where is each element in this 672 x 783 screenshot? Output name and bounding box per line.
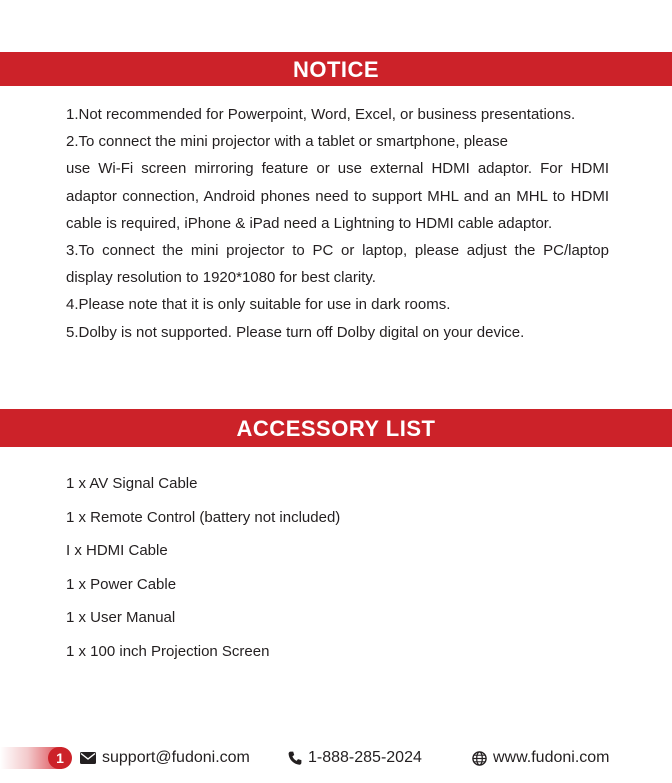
website-text: www.fudoni.com — [493, 749, 610, 766]
page-number-badge: 1 — [48, 747, 72, 769]
footer-website[interactable] — [472, 746, 610, 770]
globe-icon — [472, 751, 487, 766]
notice-item-2: 2.To connect the mini projector with a tablet or smartphone, please — [66, 133, 508, 151]
notice-item-2-continued: use Wi-Fi screen mirroring feature or use external HDMI adaptor. For HDMI adaptor connection, Android phones need to support MHL and an MHL to HDMI cable is required, iPhone & iPad need a Lightning to HDMI cable adaptor. — [66, 160, 609, 232]
phone-icon — [288, 751, 302, 766]
notice-list — [66, 101, 609, 346]
phone-text: 1-888-285-2024 — [308, 749, 422, 766]
accessory-item: 1 x Power Cable — [66, 575, 177, 593]
page-footer — [0, 743, 672, 771]
accessory-item: 1 x 100 inch Projection Screen — [66, 642, 270, 660]
envelope-icon — [80, 752, 96, 764]
accessory-item: I x HDMI Cable — [66, 542, 168, 560]
footer-email[interactable] — [80, 746, 250, 770]
email-text: support@fudoni.com — [102, 749, 250, 766]
notice-item-3: 3.To connect the mini projector to PC or laptop, please adjust the PC/laptop display resolution to 1920*1080 for best clarity. — [66, 242, 609, 287]
notice-item-4: 4.Please note that it is only suitable for use in dark rooms. — [66, 296, 451, 314]
notice-item-1: 1.Not recommended for Powerpoint, Word, Excel, or business presentations. — [66, 106, 576, 123]
notice-item-5: 5.Dolby is not supported. Please turn off Dolby digital on your device. — [66, 323, 525, 341]
accessory-item: 1 x AV Signal Cable — [66, 475, 198, 492]
notice-heading: NOTICE — [292, 57, 380, 82]
accessory-item: 1 x User Manual — [66, 609, 176, 627]
accessory-list — [66, 471, 340, 673]
notice-heading-banner — [0, 52, 672, 86]
accessory-heading-banner — [0, 409, 672, 447]
footer-phone[interactable] — [288, 746, 422, 770]
accessory-heading: ACCESSORY LIST — [236, 416, 436, 441]
accessory-item: 1 x Remote Control (battery not included) — [66, 508, 341, 526]
